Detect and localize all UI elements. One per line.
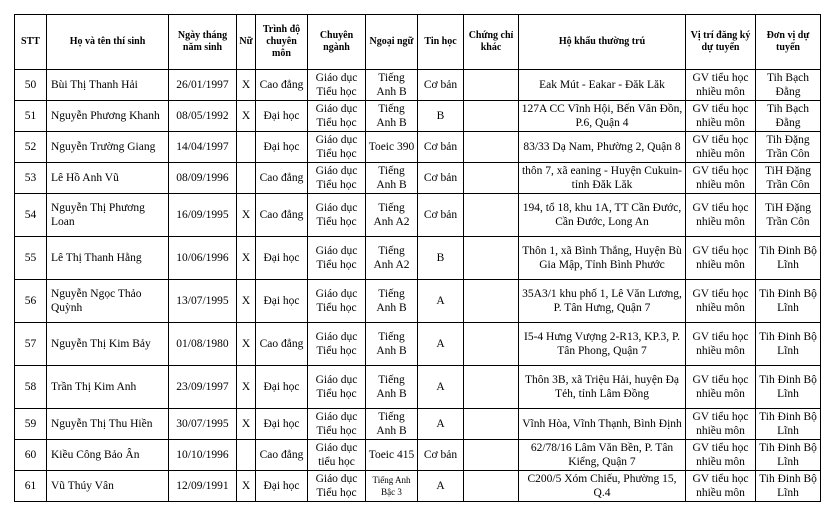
cell-ngoai-ngu: Tiếng Anh B (366, 409, 418, 440)
cell-ho-ten: Nguyễn Phương Khanh (47, 101, 169, 132)
cell-ho-ten: Bùi Thị Thanh Hải (47, 70, 169, 101)
cell-chung-chi-khac (464, 471, 519, 502)
cell-tin-hoc: A (418, 409, 464, 440)
cell-trinh-do: Đại học (256, 237, 308, 280)
cell-ho-khau: 35A3/1 khu phố 1, Lê Văn Lương, P. Tân Hưng, Quận 7 (519, 280, 686, 323)
cell-tin-hoc: Cơ bản (418, 440, 464, 471)
cell-tin-hoc: A (418, 366, 464, 409)
candidate-table (14, 14, 821, 502)
cell-chung-chi-khac (464, 132, 519, 163)
cell-ngay-sinh: 12/09/1991 (169, 471, 237, 502)
cell-chuyen-nganh: Giáo dục Tiểu học (308, 323, 366, 366)
table-row (15, 194, 821, 237)
cell-trinh-do: Đại học (256, 409, 308, 440)
cell-stt: 51 (15, 101, 47, 132)
header-nu: Nữ (237, 15, 256, 70)
cell-chung-chi-khac (464, 237, 519, 280)
cell-ngay-sinh: 08/09/1996 (169, 163, 237, 194)
cell-don-vi: TiH Đặng Trần Côn (756, 194, 821, 237)
cell-ngoai-ngu: Tiếng Anh B (366, 163, 418, 194)
cell-don-vi: Tih Đinh Bộ Lĩnh (756, 280, 821, 323)
cell-chung-chi-khac (464, 70, 519, 101)
cell-vi-tri: GV tiểu học nhiều môn (686, 323, 756, 366)
cell-ho-ten: Lê Thị Thanh Hằng (47, 237, 169, 280)
cell-ho-khau: Eak Mút - Eakar - Đăk Lăk (519, 70, 686, 101)
cell-trinh-do: Đại học (256, 366, 308, 409)
cell-vi-tri: GV tiểu học nhiều môn (686, 70, 756, 101)
cell-ho-khau: I5-4 Hưng Vượng 2-R13, KP.3, P. Tân Phong, Quận 7 (519, 323, 686, 366)
cell-trinh-do: Đại học (256, 132, 308, 163)
cell-chuyen-nganh: Giáo dục Tiểu học (308, 409, 366, 440)
cell-don-vi: Tih Đinh Bộ Lĩnh (756, 440, 821, 471)
table-row (15, 237, 821, 280)
cell-ngoai-ngu: Tiếng Anh B (366, 70, 418, 101)
header-chuyen-nganh: Chuyên ngành (308, 15, 366, 70)
table-row (15, 70, 821, 101)
cell-don-vi: Tih Bạch Đằng (756, 70, 821, 101)
header-chung-chi-khac: Chứng chỉ khác (464, 15, 519, 70)
cell-ngay-sinh: 23/09/1997 (169, 366, 237, 409)
cell-nu: X (237, 366, 256, 409)
table-row (15, 366, 821, 409)
cell-ngoai-ngu: Tiếng Anh B (366, 323, 418, 366)
cell-ho-ten: Trần Thị Kim Anh (47, 366, 169, 409)
cell-trinh-do: Cao đẳng (256, 323, 308, 366)
cell-chung-chi-khac (464, 163, 519, 194)
cell-nu: X (237, 237, 256, 280)
cell-nu: X (237, 194, 256, 237)
cell-vi-tri: GV tiểu học nhiều môn (686, 194, 756, 237)
cell-chung-chi-khac (464, 280, 519, 323)
cell-nu: X (237, 471, 256, 502)
cell-ho-ten: Lê Hồ Anh Vũ (47, 163, 169, 194)
cell-chuyen-nganh: Giáo dục tiểu học (308, 440, 366, 471)
cell-vi-tri: GV tiểu học nhiều môn (686, 163, 756, 194)
cell-ngoai-ngu: Toeic 415 (366, 440, 418, 471)
cell-ho-khau: Thôn 1, xã Bình Thắng, Huyện Bù Gia Mập, Tỉnh Bình Phước (519, 237, 686, 280)
cell-nu: X (237, 409, 256, 440)
cell-vi-tri: GV tiểu học nhiều môn (686, 440, 756, 471)
cell-ngoai-ngu: Tiếng Anh A2 (366, 237, 418, 280)
cell-tin-hoc: A (418, 323, 464, 366)
cell-don-vi: TiH Đặng Trần Côn (756, 163, 821, 194)
table-row (15, 323, 821, 366)
table-row (15, 409, 821, 440)
header-ngay-sinh: Ngày tháng năm sinh (169, 15, 237, 70)
cell-stt: 55 (15, 237, 47, 280)
cell-don-vi: Tih Bạch Đằng (756, 101, 821, 132)
cell-vi-tri: GV tiểu học nhiều môn (686, 409, 756, 440)
cell-vi-tri: GV tiểu học nhiều môn (686, 471, 756, 502)
cell-ho-khau: 83/33 Dạ Nam, Phường 2, Quận 8 (519, 132, 686, 163)
cell-chuyen-nganh: Giáo dục Tiểu học (308, 237, 366, 280)
cell-ho-khau: Vĩnh Hòa, Vĩnh Thạnh, Bình Định (519, 409, 686, 440)
cell-chung-chi-khac (464, 101, 519, 132)
table-header-row (15, 15, 821, 70)
header-trinh-do: Trình độ chuyên môn (256, 15, 308, 70)
cell-stt: 53 (15, 163, 47, 194)
cell-nu: X (237, 101, 256, 132)
cell-chuyen-nganh: Giáo dục Tiểu học (308, 194, 366, 237)
cell-ho-ten: Vũ Thúy Vân (47, 471, 169, 502)
table-row (15, 101, 821, 132)
cell-stt: 52 (15, 132, 47, 163)
cell-don-vi: Tih Đinh Bộ Lĩnh (756, 323, 821, 366)
cell-chung-chi-khac (464, 194, 519, 237)
cell-don-vi: Tih Đặng Trần Côn (756, 132, 821, 163)
cell-ho-ten: Nguyễn Trường Giang (47, 132, 169, 163)
cell-tin-hoc: Cơ bản (418, 163, 464, 194)
cell-ngoai-ngu: Tiếng Anh A2 (366, 194, 418, 237)
cell-chung-chi-khac (464, 366, 519, 409)
cell-tin-hoc: Cơ bản (418, 70, 464, 101)
cell-ngay-sinh: 08/05/1992 (169, 101, 237, 132)
cell-chuyen-nganh: Giáo dục Tiểu học (308, 70, 366, 101)
cell-ho-khau: 62/78/16 Lâm Văn Bền, P. Tân Kiểng, Quận 7 (519, 440, 686, 471)
cell-trinh-do: Cao đẳng (256, 70, 308, 101)
cell-trinh-do: Cao đẳng (256, 440, 308, 471)
cell-ngay-sinh: 16/09/1995 (169, 194, 237, 237)
cell-nu (237, 440, 256, 471)
table-row (15, 471, 821, 502)
cell-chuyen-nganh: Giáo dục Tiểu học (308, 280, 366, 323)
cell-ho-khau: thôn 7, xã eaning - Huyện Cukuin- tỉnh Đăk Lăk (519, 163, 686, 194)
cell-nu: X (237, 280, 256, 323)
cell-trinh-do: Cao đẳng (256, 163, 308, 194)
cell-stt: 54 (15, 194, 47, 237)
cell-ngoai-ngu: Tiếng Anh B (366, 101, 418, 132)
cell-ngay-sinh: 01/08/1980 (169, 323, 237, 366)
cell-chuyen-nganh: Giáo dục Tiểu học (308, 132, 366, 163)
cell-don-vi: Tih Đinh Bộ Lĩnh (756, 237, 821, 280)
cell-don-vi: Tih Đinh Bộ Lĩnh (756, 366, 821, 409)
cell-stt: 56 (15, 280, 47, 323)
cell-chuyen-nganh: Giáo dục Tiểu học (308, 163, 366, 194)
cell-ho-khau: 127A CC Vĩnh Hội, Bến Vân Đồn, P.6, Quận 4 (519, 101, 686, 132)
cell-ngoai-ngu: Tiếng Anh Bậc 3 (366, 471, 418, 502)
cell-vi-tri: GV tiểu học nhiều môn (686, 280, 756, 323)
header-stt: STT (15, 15, 47, 70)
table-row (15, 440, 821, 471)
cell-chuyen-nganh: Giáo dục Tiểu học (308, 101, 366, 132)
cell-nu (237, 132, 256, 163)
cell-ho-ten: Nguyễn Thị Phương Loan (47, 194, 169, 237)
cell-chung-chi-khac (464, 409, 519, 440)
cell-stt: 61 (15, 471, 47, 502)
cell-chuyen-nganh: Giáo dục Tiểu học (308, 366, 366, 409)
cell-ho-ten: Kiều Công Bảo Ân (47, 440, 169, 471)
cell-tin-hoc: A (418, 471, 464, 502)
cell-ngay-sinh: 13/07/1995 (169, 280, 237, 323)
cell-stt: 50 (15, 70, 47, 101)
cell-stt: 60 (15, 440, 47, 471)
cell-ho-khau: C200/5 Xóm Chiếu, Phường 15, Q.4 (519, 471, 686, 502)
header-ho-khau: Hộ khẩu thường trú (519, 15, 686, 70)
cell-ngay-sinh: 14/04/1997 (169, 132, 237, 163)
cell-nu: X (237, 323, 256, 366)
cell-ngoai-ngu: Toeic 390 (366, 132, 418, 163)
cell-tin-hoc: B (418, 101, 464, 132)
cell-chuyen-nganh: Giáo dục Tiểu học (308, 471, 366, 502)
cell-stt: 59 (15, 409, 47, 440)
cell-ngay-sinh: 30/07/1995 (169, 409, 237, 440)
cell-tin-hoc: Cơ bản (418, 194, 464, 237)
table-row (15, 132, 821, 163)
cell-trinh-do: Đại học (256, 471, 308, 502)
cell-ho-ten: Nguyễn Ngọc Thảo Quỳnh (47, 280, 169, 323)
cell-ngay-sinh: 10/10/1996 (169, 440, 237, 471)
cell-tin-hoc: Cơ bản (418, 132, 464, 163)
cell-ngoai-ngu: Tiếng Anh B (366, 366, 418, 409)
header-tin-hoc: Tin học (418, 15, 464, 70)
cell-ngoai-ngu: Tiếng Anh B (366, 280, 418, 323)
cell-ho-ten: Nguyễn Thị Kim Bảy (47, 323, 169, 366)
header-ho-ten: Họ và tên thí sinh (47, 15, 169, 70)
cell-vi-tri: GV tiểu học nhiều môn (686, 132, 756, 163)
cell-ho-khau: 194, tổ 18, khu 1A, TT Cần Đước, Cần Đước, Long An (519, 194, 686, 237)
cell-ngay-sinh: 10/06/1996 (169, 237, 237, 280)
cell-ho-khau: Thôn 3B, xã Triệu Hải, huyện Đạ Tẻh, tỉnh Lâm Đồng (519, 366, 686, 409)
cell-nu (237, 163, 256, 194)
header-vi-tri: Vị trí đăng ký dự tuyển (686, 15, 756, 70)
cell-ho-ten: Nguyễn Thị Thu Hiền (47, 409, 169, 440)
header-don-vi: Đơn vị dự tuyển (756, 15, 821, 70)
table-row (15, 163, 821, 194)
cell-chung-chi-khac (464, 323, 519, 366)
cell-vi-tri: GV tiểu học nhiều môn (686, 366, 756, 409)
candidate-list-sheet (14, 14, 820, 502)
cell-don-vi: Tih Đinh Bộ Lĩnh (756, 471, 821, 502)
cell-chung-chi-khac (464, 440, 519, 471)
cell-trinh-do: Đại học (256, 280, 308, 323)
cell-trinh-do: Đại học (256, 101, 308, 132)
cell-don-vi: Tih Đinh Bộ Lĩnh (756, 409, 821, 440)
cell-tin-hoc: A (418, 280, 464, 323)
table-row (15, 280, 821, 323)
cell-stt: 57 (15, 323, 47, 366)
cell-tin-hoc: B (418, 237, 464, 280)
cell-nu: X (237, 70, 256, 101)
cell-trinh-do: Cao đẳng (256, 194, 308, 237)
header-ngoai-ngu: Ngoại ngữ (366, 15, 418, 70)
cell-vi-tri: GV tiểu học nhiều môn (686, 237, 756, 280)
cell-vi-tri: GV tiểu học nhiều môn (686, 101, 756, 132)
cell-stt: 58 (15, 366, 47, 409)
cell-ngay-sinh: 26/01/1997 (169, 70, 237, 101)
